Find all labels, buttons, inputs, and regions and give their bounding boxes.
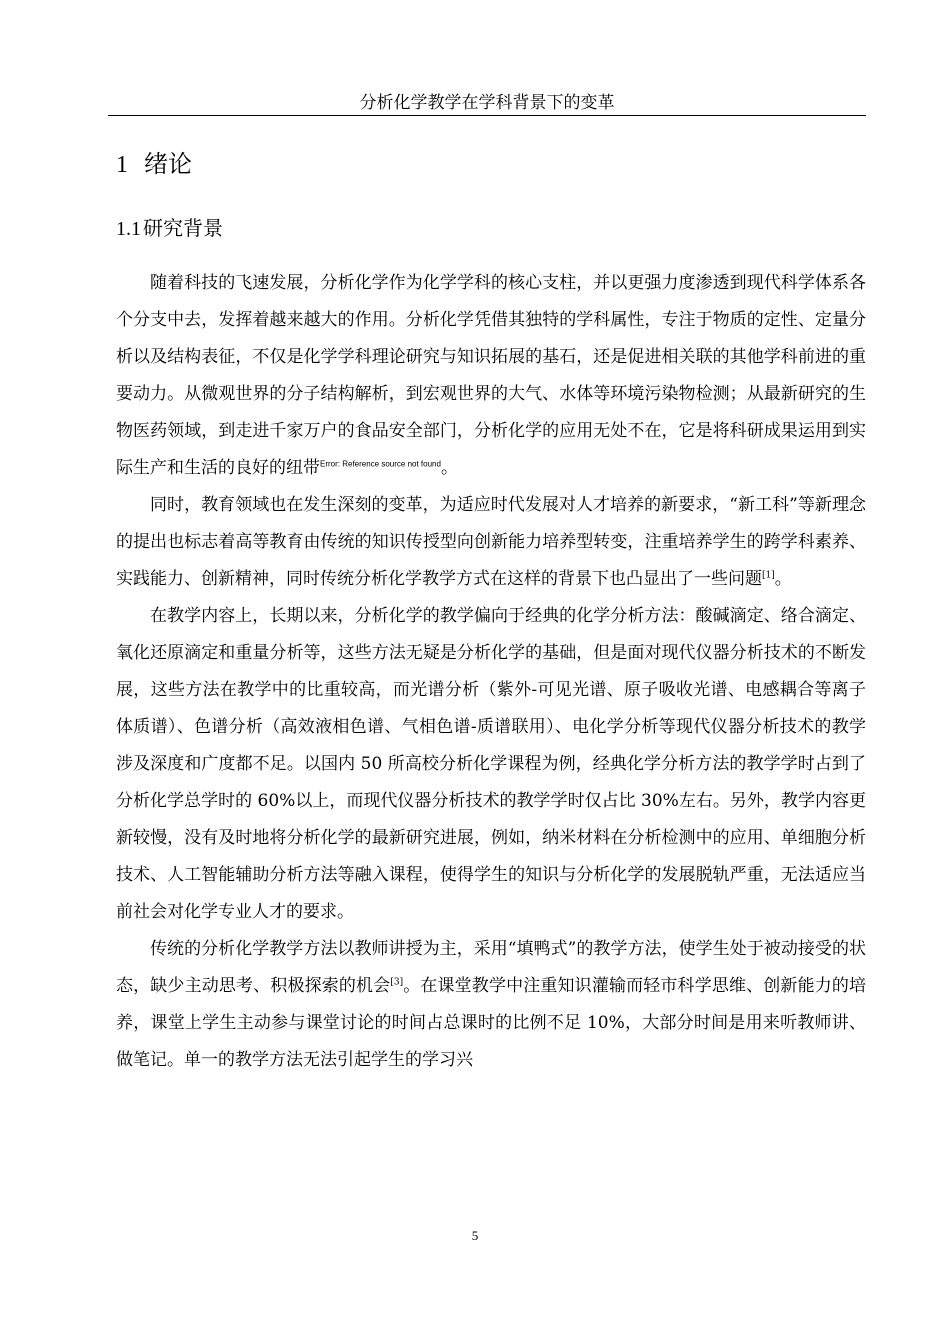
paragraph-text: 传统的分析化学教学方法以教师讲授为主，采用“填鸭式”的教学方法，使学生处于被动接受的状态，缺少主动思考、积极探索的机会 bbox=[116, 939, 866, 996]
paragraph-text: 随着科技的飞速发展，分析化学作为化学学科的核心支柱，并以更强力度渗透到现代科学体系各个分支中去，发挥着越来越大的作用。分析化学凭借其独特的学科属性，专注于物质的定性、定量分析以及结构表征，不仅是化学学科理论研究与知识拓展的基石，还是促进相关联的其他学科前进的重要动力。从微观世界的分子结构解析，到宏观世界的大气、水体等环境污染物检测；从最新研究的生物医药领域，到走进千家万户的食品安全部门，分析化学的应用无处不在，它是将科研成果运用到实际生产和生活的良好的纽带 bbox=[116, 273, 866, 478]
section-title: 研究背景 bbox=[143, 216, 223, 240]
paragraph-2 bbox=[116, 487, 866, 598]
citation-error: Error: Reference source not found bbox=[320, 459, 441, 469]
citation: [1] bbox=[762, 570, 775, 581]
chapter-heading bbox=[116, 150, 192, 179]
paragraph-end: 。 bbox=[440, 458, 458, 478]
running-header: 分析化学教学在学科背景下的变革 bbox=[359, 93, 615, 113]
header-rule bbox=[108, 115, 866, 116]
citation: [3] bbox=[390, 977, 404, 988]
paragraph-text: 同时，教育领域也在发生深刻的变革，为适应时代发展对人才培养的新要求，“新工科”等新理念的提出也标志着高等教育由传统的知识传授型向创新能力培养型转变，注重培养学生的跨学科素养、实践能力、创新精神，同时传统分析化学教学方式在这样的背景下也凸显出了一些问题 bbox=[116, 495, 866, 589]
body-text bbox=[116, 265, 866, 1079]
paragraph-1 bbox=[116, 265, 866, 487]
section-number: 1.1 bbox=[116, 218, 141, 240]
paragraph-end: 。 bbox=[774, 569, 792, 589]
paragraph-3 bbox=[116, 598, 866, 931]
page-number: 5 bbox=[471, 1228, 479, 1243]
chapter-number: 1 bbox=[116, 152, 128, 178]
paragraph-4 bbox=[116, 931, 866, 1079]
paragraph-text-rest: 。在课堂教学中注重知识灌输而轻市科学思维、创新能力的培养，课堂上学生主动参与课堂讨论的时间占总课时的比例不足 10%，大部分时间是用来听教师讲、做笔记。单一的教学方法无法引起学生的学习兴 bbox=[116, 976, 867, 1070]
section-heading bbox=[116, 215, 223, 242]
paragraph-text: 在教学内容上，长期以来，分析化学的教学偏向于经典的化学分析方法：酸碱滴定、络合滴定、氧化还原滴定和重量分析等，这些方法无疑是分析化学的基础，但是面对现代仪器分析技术的不断发展，这些方法在教学中的比重较高，而光谱分析（紫外-可见光谱、原子吸收光谱、电感耦合等离子体质谱）、色谱分析（高效液相色谱、气相色谱-质谱联用）、电化学分析等现代仪器分析技术的教学涉及深度和广度都不足。以国内 50 所高校分析化学课程为例，经典化学分析方法的教学学时占到了分析化学总学时的 60%以上，而现代仪器分析技术的教学学时仅占比 30%左右。另外，教学内容更新较慢，没有及时地将分析化学的最新研究进展，例如，纳米材料在分析检测中的应用、单细胞分析技术、人工智能辅助分析方法等融入课程，使得学生的知识与分析化学的发展脱轨严重，无法适应当前社会对化学专业人才的要求。 bbox=[116, 606, 866, 922]
chapter-title: 绪论 bbox=[144, 150, 192, 178]
